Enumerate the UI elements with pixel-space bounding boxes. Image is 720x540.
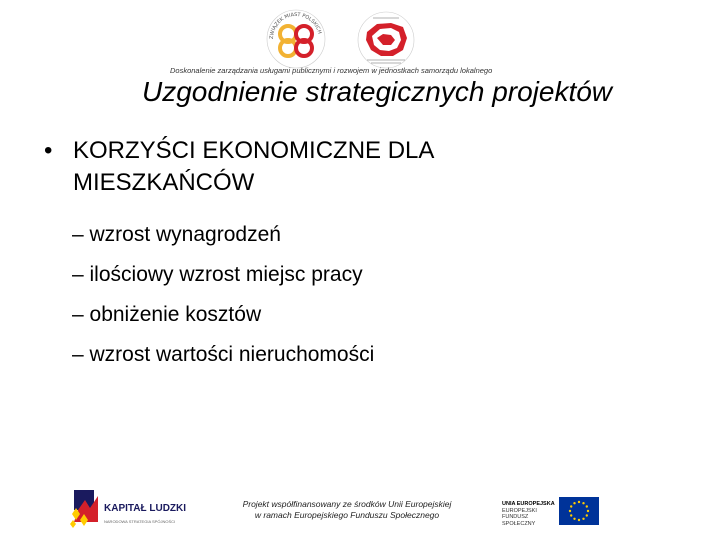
main-bullet: [44, 135, 664, 199]
eu-fund-label: [502, 501, 562, 527]
eu-line-1: UNIA EUROPEJSKA: [502, 501, 555, 507]
eu-flag-icon: [559, 497, 599, 525]
kapital-ludzki-sublabel: NARODOWA STRATEGIA SPÓJNOŚCI: [104, 519, 176, 524]
sub-bullet-item: – ilościowy wzrost miejsc pracy: [72, 263, 363, 286]
eu-star: [573, 502, 575, 504]
main-bullet-text: KORZYŚCI EKONOMICZNE DLA MIESZKAŃCÓW: [73, 137, 434, 196]
poland-map-logo: [353, 10, 419, 70]
eu-star: [586, 505, 588, 507]
eu-star: [570, 514, 572, 516]
eu-star: [578, 501, 580, 503]
eu-star: [582, 518, 584, 520]
cofinancing-line-2: w ramach Europejskiego Funduszu Społecznego: [254, 510, 440, 520]
slide-title: Uzgodnienie strategicznych projektów: [142, 76, 613, 107]
eu-star: [582, 502, 584, 504]
eu-star: [573, 518, 575, 520]
footer: [0, 484, 720, 540]
eu-line-3: FUNDUSZ SPOŁECZNY: [502, 514, 536, 527]
bullet-dot: •: [44, 137, 53, 164]
zmp-logo-text: ZWIĄZEK MIAST POLSKICH: [268, 11, 323, 40]
cofinancing-note: [222, 499, 472, 521]
sub-bullet-item: – wzrost wynagrodzeń: [72, 223, 281, 246]
eu-star: [570, 505, 572, 507]
sub-bullet-item: – wzrost wartości nieruchomości: [72, 343, 375, 366]
sub-bullet-item: – obniżenie kosztów: [72, 303, 262, 326]
kapital-ludzki-logo: [68, 488, 198, 530]
eu-star: [569, 510, 571, 512]
sub-bullet-list: [72, 215, 632, 375]
eu-star: [586, 514, 588, 516]
eu-star: [587, 510, 589, 512]
cofinancing-line-1: Projekt współfinansowany ze środków Unii Europejskiej: [242, 499, 452, 509]
kapital-ludzki-label: KAPITAŁ LUDZKI: [104, 503, 187, 514]
header-logos: [255, 8, 435, 70]
eu-star: [578, 519, 580, 521]
header-subtitle: Doskonalenie zarządzania usługami publicznymi i rozwojem w jednostkach samorządu lokalnego: [170, 66, 493, 75]
eu-line-2: EUROPEJSKI: [502, 507, 537, 514]
kapital-ludzki-star-icon: [68, 488, 102, 530]
zwiazek-miast-polskich-logo: [265, 8, 327, 70]
